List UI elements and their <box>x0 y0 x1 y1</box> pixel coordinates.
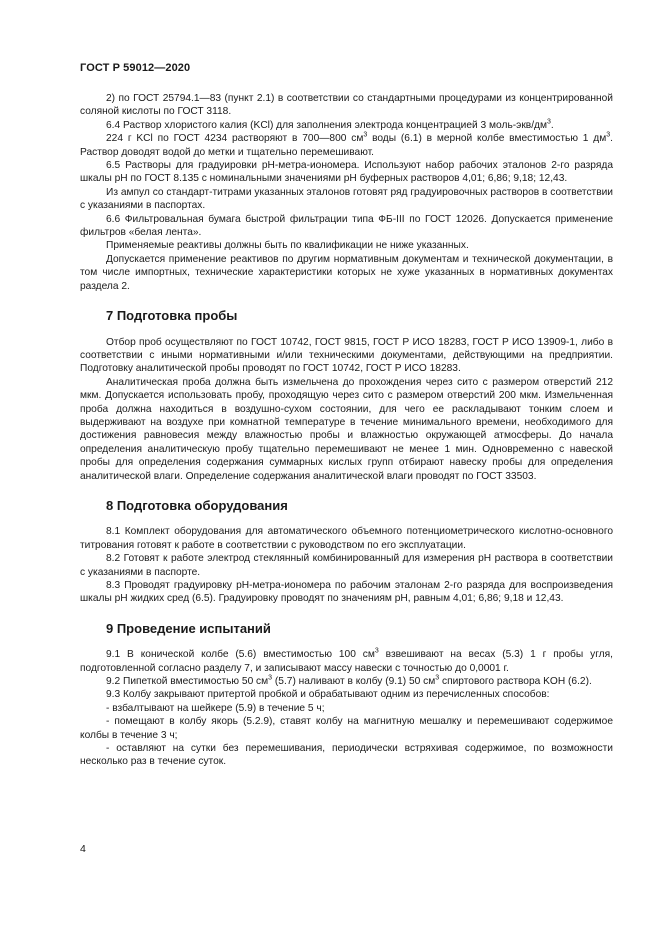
section-8-heading: 8 Подготовка оборудования <box>106 497 288 513</box>
page-body <box>80 92 613 769</box>
paragraph-9-3: 9.3 Колбу закрывают притертой пробкой и обрабатывают одним из перечисленных способов: <box>106 689 550 701</box>
superscript: 3 <box>435 674 440 682</box>
text: . Раствор доводят водой до метки и тщательно перемешивают. <box>80 133 613 158</box>
paragraph: Допускается применение реактивов по другим нормативным документам и технической документации, в том числе импортных, технические характеристики которых не хуже указанных в нормативных документах раздела 2. <box>80 253 613 292</box>
paragraph: Отбор проб осуществляют по ГОСТ 10742, ГОСТ 9815, ГОСТ Р ИСО 18283, ГОСТ Р ИСО 13909-1, либо в соответствии с иными нормативными и/или техническими документами, действующими на предприятии. Подготовку аналитической пробы проводят по ГОСТ 10742, ГОСТ Р ИСО 18283. <box>80 336 613 375</box>
list-item: - оставляют на сутки без перемешивания, периодически встряхивая содержимое, по возможности несколько раз в течение суток. <box>80 743 613 768</box>
text: воды (6.1) в мерной колбе вместимостью 1 дм <box>367 133 607 145</box>
section-9-heading: 9 Проведение испытаний <box>106 620 271 636</box>
paragraph-9-2 <box>80 675 613 688</box>
paragraph: Применяемые реактивы должны быть по квалификации не ниже указанных. <box>106 240 469 252</box>
paragraph: Из ампул со стандарт-титрами указанных эталонов готовят ряд градуировочных растворов в соответствии с указаниями в паспортах. <box>80 186 613 212</box>
paragraph-6-6: 6.6 Фильтровальная бумага быстрой фильтрации типа ФБ-III по ГОСТ 12026. Допускается применение фильтров «белая лента». <box>80 213 613 239</box>
paragraph-9-1 <box>80 648 613 675</box>
section-7-heading: 7 Подготовка пробы <box>106 308 238 324</box>
document-code-header: ГОСТ Р 59012—2020 <box>80 62 191 74</box>
superscript: 3 <box>268 674 273 682</box>
list-item: - взбалтывают на шейкере (5.9) в течение 5 ч; <box>106 702 325 714</box>
text: 9.2 Пипеткой вместимостью 50 см <box>106 676 269 688</box>
text: 9.1 В конической колбе (5.6) вместимостью 100 см <box>106 649 375 661</box>
text: . <box>550 119 554 131</box>
text: 6.4 Раствор хлористого калия (KCl) для заполнения электрода концентрацией 3 моль-экв/дм <box>106 119 547 131</box>
superscript: 3 <box>374 647 379 655</box>
text: (5.7) наливают в колбу (9.1) 50 см <box>272 676 436 688</box>
paragraph-kcl <box>80 132 613 159</box>
superscript: 3 <box>606 131 611 139</box>
paragraph-8-2: 8.2 Готовят к работе электрод стеклянный комбинированный для измерения pH раствора в соответствии с указаниями в паспорте. <box>80 553 613 578</box>
paragraph-6-4 <box>80 119 613 132</box>
text: спиртового раствора KOH (6.2). <box>439 676 592 688</box>
paragraph: 2) по ГОСТ 25794.1—83 (пункт 2.1) в соответствии со стандартными процедурами из концентрированной соляной кислоты по ГОСТ 3118. <box>80 93 613 118</box>
superscript: 3 <box>363 131 368 139</box>
page-number: 4 <box>80 843 86 855</box>
list-item: - помещают в колбу якорь (5.2.9), ставят колбу на магнитную мешалку и перемешивают содержимое колбы в течение 3 ч; <box>80 716 613 741</box>
paragraph-6-5: 6.5 Растворы для градуировки pH-метра-иономера. Используют набор рабочих эталонов 2-го разряда шкалы pH по ГОСТ 8.135 с номинальными значениями pH буферных растворов 4,01; 6,86; 9,18; 12,43. <box>80 160 613 185</box>
paragraph-8-1: 8.1 Комплект оборудования для автоматического объемного потенциометрического кислотно-основного титрования готовят к работе в соответствии с руководством по его эксплуатации. <box>80 526 613 551</box>
text: взвешивают на весах (5.3) 1 г пробы угля, подготовленной согласно разделу 7, и записывают массу навески с точностью до 0,0001 г. <box>80 649 613 674</box>
superscript: 3 <box>547 118 551 126</box>
paragraph: Аналитическая проба должна быть измельчена до прохождения через сито с размером отверстий 212 мкм. Допускается использовать пробу, проходящую через сито с размером отверстий 200 мкм. Измельченная проба должна находиться в воздушно-сухом состоянии, для чего ее раскладывают тонким слоем и выдерживают на воздухе при комнатной температуре в течение минимального времени, необходимого для достижения равновесия между влажностью пробы и влажностью окружающей атмосферы. До начала определения аналитическую пробу тщательно перемешивают не менее 1 мин. Одновременно с навеской пробы для определения содержания суммарных кислых групп отбирают навеску пробы для определения аналитической влаги. Определение содержания аналитической влаги проводят по ГОСТ 33503. <box>80 376 613 482</box>
text: 224 г KCl по ГОСТ 4234 растворяют в 700—800 см <box>106 133 364 145</box>
paragraph-8-3: 8.3 Проводят градуировку pH-метра-иономера по рабочим эталонам 2-го разряда для воспроизведения шкалы pH жидких сред (6.5). Градуировку проводят по значениям pH, равным 4,01; 6,86; 9,18 и 12,43. <box>80 580 613 605</box>
